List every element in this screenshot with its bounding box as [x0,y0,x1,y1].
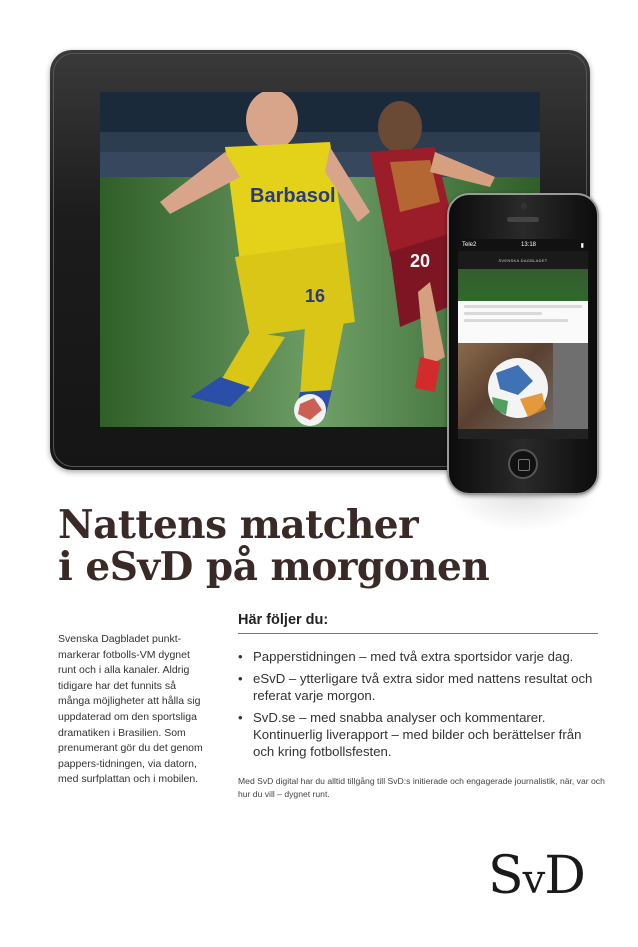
list-item [238,670,600,704]
article-thumbnail [458,269,588,301]
footnote: Med SvD digital har du alltid tillgång till SvD:s initierade och engagerade journalistik, när, var och hur du vill – dygnet runt. [238,776,605,799]
ball-illustration [458,343,588,429]
battery-icon: ▮ [580,242,584,249]
phone-screen [458,239,588,439]
home-button[interactable] [508,449,538,479]
speaker-grille [507,217,539,222]
feature-list [238,648,600,765]
camera-icon [521,203,527,209]
phone-device [447,193,599,495]
player-number: 16 [305,286,326,306]
headline [58,504,578,588]
bullet-icon: • [238,649,243,664]
svd-logo [488,846,600,910]
list-item-text: Papperstidningen – med två extra sportsidor varje dag. [253,649,574,664]
text-line [464,312,542,315]
clock-label: 13:18 [521,242,537,248]
logo-letter-d: D [544,846,585,906]
bullet-icon: • [238,671,243,686]
football-ball-photo [458,343,588,429]
intro-paragraph: Svenska Dagbladet punkt-markerar fotbolls-VM dygnet runt och i alla kanaler. Aldrig tidigare har det funnits så många möjligheter att hålla sig uppdaterad om den sportsliga dramatiken i Brasilien. Som prenumerant gör du det genom pappers-tidningen, via datorn, med surfplattan och i mobilen. [58,633,203,786]
list-heading: Här följer du: [238,612,598,634]
opponent-number: 20 [410,251,431,271]
headline-line-1: Nattens matcher [58,502,419,548]
headline-line-2: i eSvD på morgonen [58,544,490,590]
status-bar [458,239,588,251]
list-item-text: eSvD – ytterligare två extra sidor med nattens resultat och referat varje morgon. [253,671,593,703]
text-line [464,319,568,322]
list-item-text: SvD.se – med snabba analyser och kommentarer. Kontinuerlig liverapport – med bilder och berättelser från och kring fotbollsfesten. [253,710,582,759]
list-item [238,709,600,760]
text-line [464,305,582,308]
logo-letter-s: S [488,846,523,906]
shirt-sponsor-text: Barbasol [250,185,336,207]
list-item [238,648,600,665]
carrier-label: Tele2 [462,242,477,248]
app-header: SVENSKA DAGBLADET [458,251,588,269]
bullet-icon: • [238,710,243,725]
photo-caption-bar [458,429,588,439]
logo-letter-v: v [522,857,545,903]
